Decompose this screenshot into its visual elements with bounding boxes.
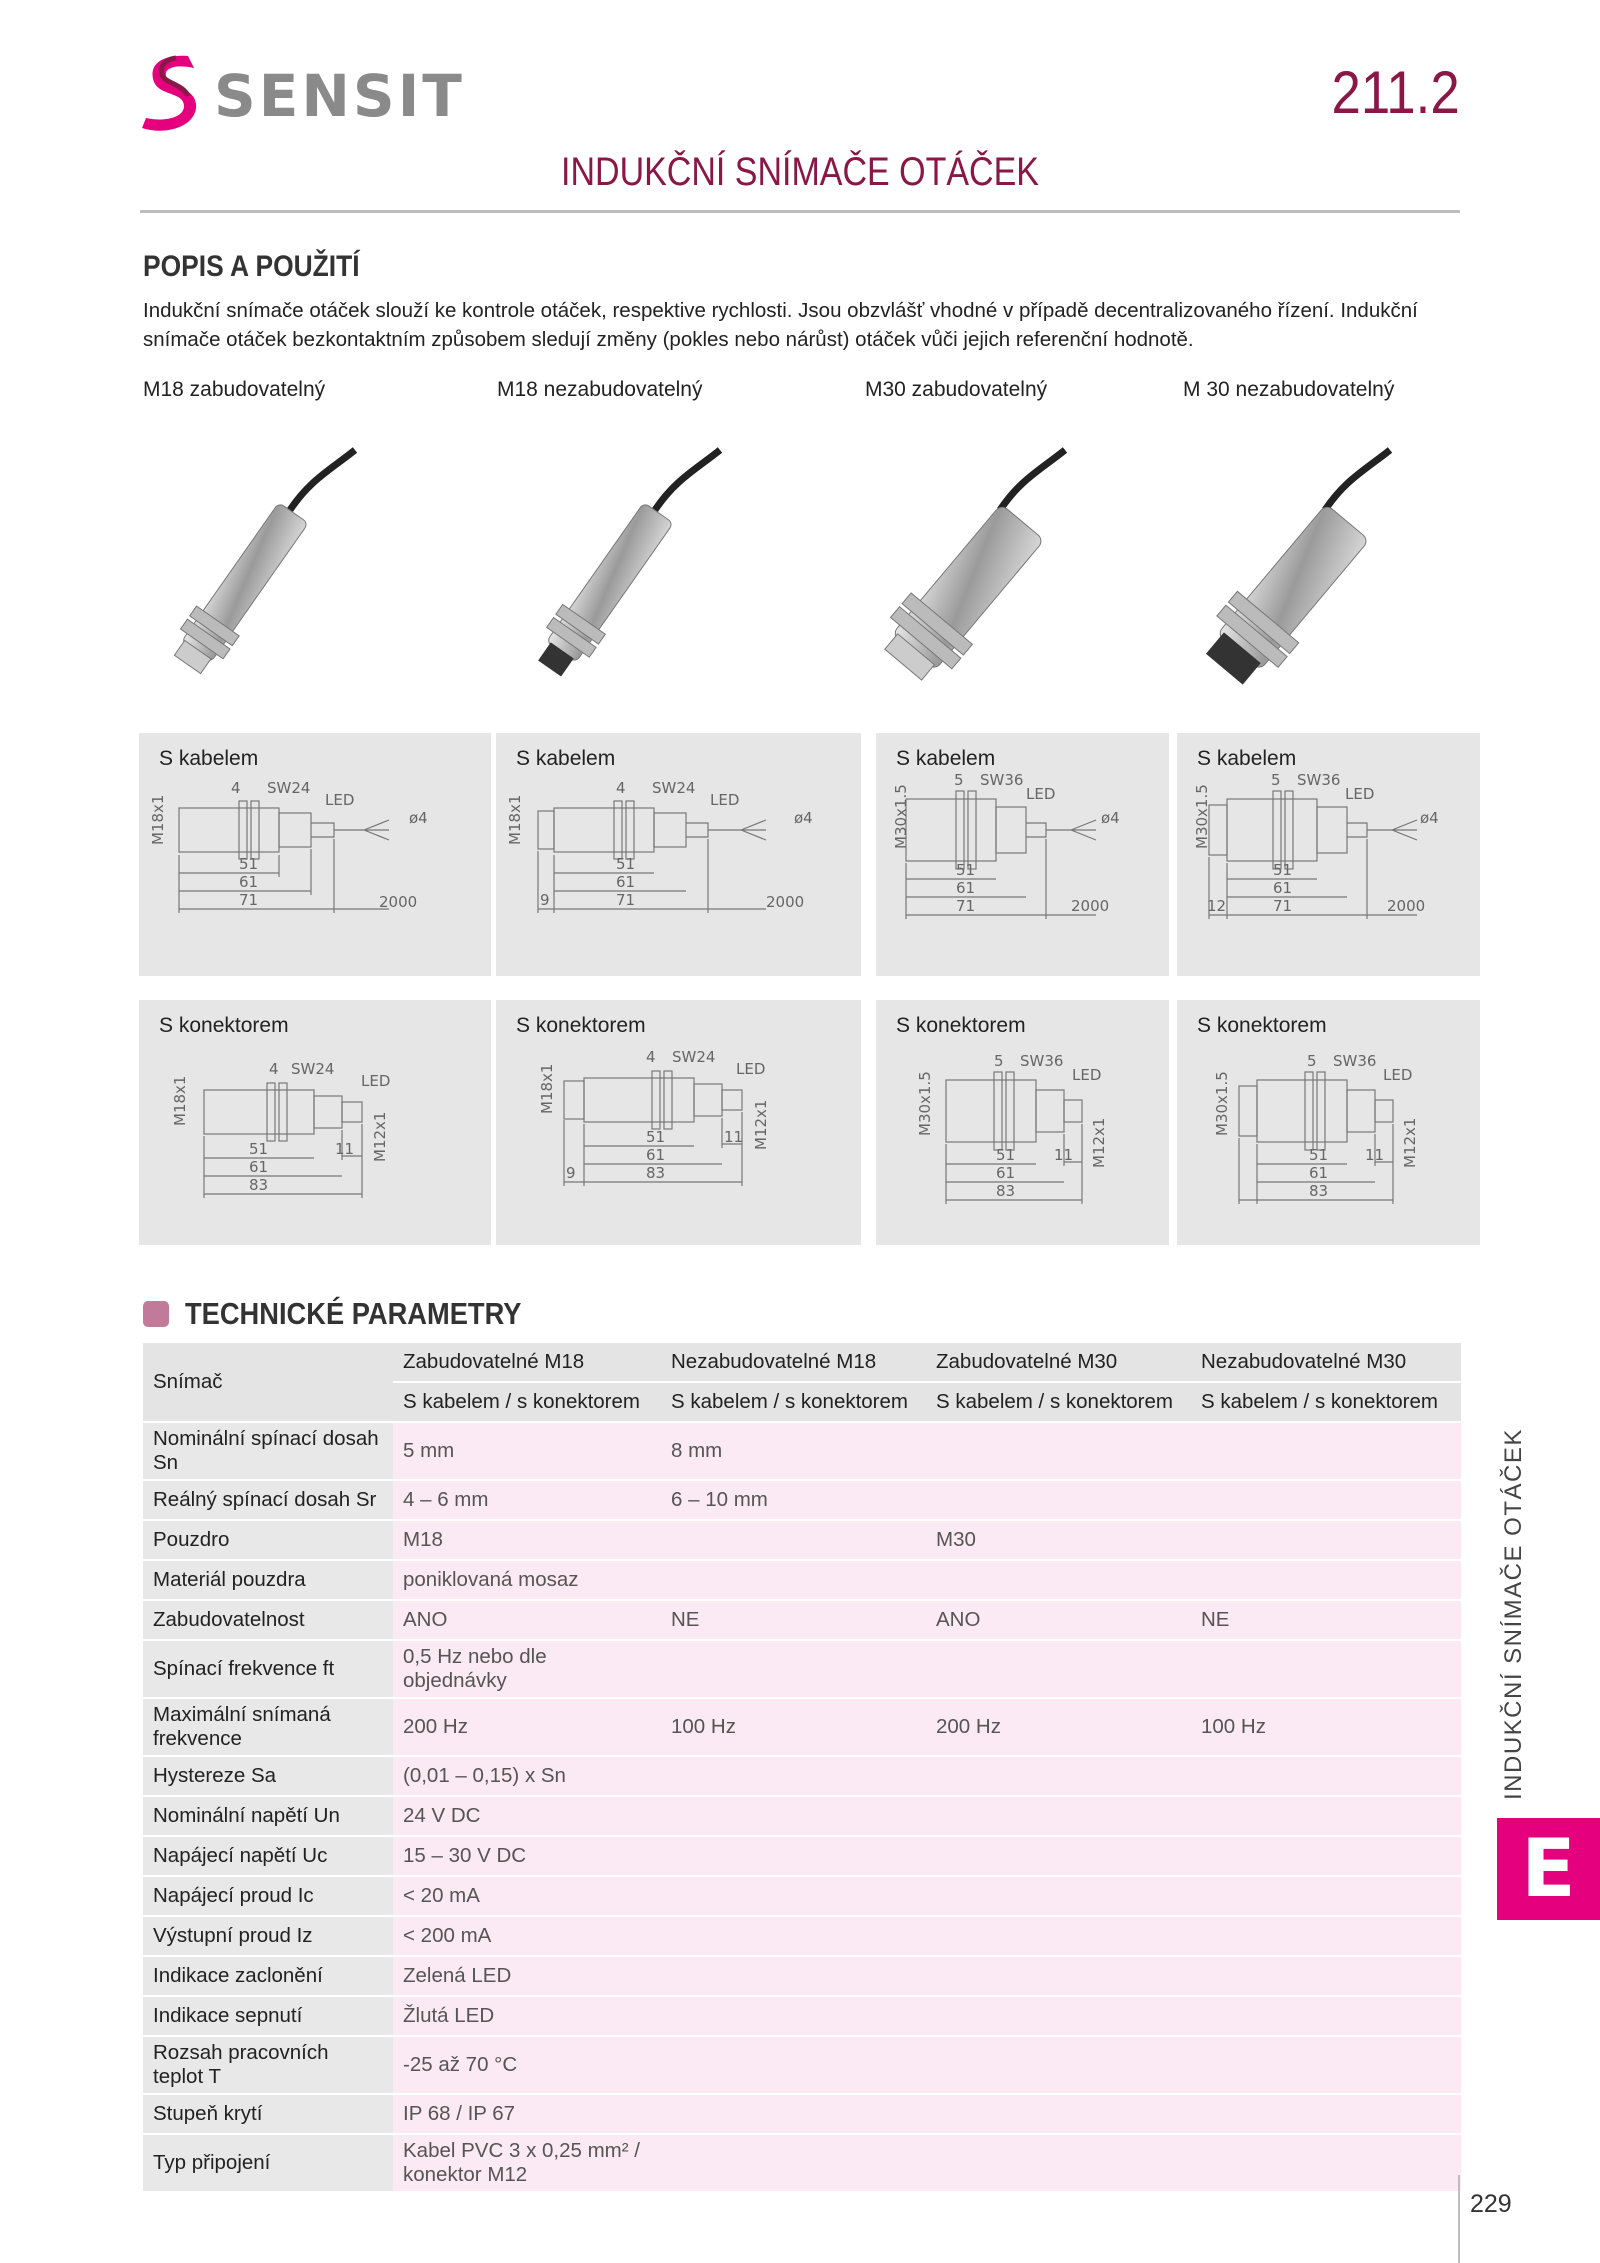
sensit-logo-icon bbox=[140, 52, 210, 132]
svg-text:71: 71 bbox=[1273, 897, 1293, 915]
svg-text:5: 5 bbox=[1307, 1052, 1317, 1070]
svg-text:51: 51 bbox=[956, 861, 976, 879]
param-value: ANO bbox=[393, 1600, 661, 1640]
svg-text:61: 61 bbox=[646, 1146, 666, 1164]
svg-text:4: 4 bbox=[616, 779, 626, 797]
svg-text:2000: 2000 bbox=[1071, 897, 1110, 915]
side-section-label: INDUKČNÍ SNÍMAČE OTÁČEK bbox=[1500, 1428, 1527, 1800]
param-label: Typ připojení bbox=[143, 2134, 393, 2192]
param-value: 15 – 30 V DC bbox=[393, 1836, 661, 1876]
subcolumn-header: S kabelem / s konektorem bbox=[926, 1382, 1191, 1422]
svg-text:SW24: SW24 bbox=[652, 779, 696, 797]
param-value bbox=[926, 1640, 1191, 1698]
param-value: M30 bbox=[926, 1520, 1191, 1560]
table-row bbox=[143, 1796, 1461, 1836]
param-value bbox=[1191, 1996, 1461, 2036]
svg-text:11: 11 bbox=[1365, 1146, 1385, 1164]
param-label: Materiál pouzdra bbox=[143, 1560, 393, 1600]
param-label: Spínací frekvence ft bbox=[143, 1640, 393, 1698]
param-value bbox=[926, 1836, 1191, 1876]
param-label: Pouzdro bbox=[143, 1520, 393, 1560]
param-value: 0,5 Hz nebo dle objednávky bbox=[393, 1640, 661, 1698]
svg-text:5: 5 bbox=[954, 773, 964, 789]
param-value: 6 – 10 mm bbox=[661, 1480, 926, 1520]
drawing-cable-m30-nonflush bbox=[1177, 733, 1480, 976]
table-row bbox=[143, 1698, 1461, 1756]
param-label: Nominální spínací dosah Sn bbox=[143, 1422, 393, 1480]
row-header: Snímač bbox=[143, 1343, 393, 1422]
param-value: 200 Hz bbox=[926, 1698, 1191, 1756]
param-value bbox=[661, 1836, 926, 1876]
svg-text:83: 83 bbox=[249, 1176, 269, 1194]
param-label: Indikace zaclonění bbox=[143, 1956, 393, 1996]
title-divider bbox=[140, 210, 1460, 213]
param-label: Napájecí napětí Uc bbox=[143, 1836, 393, 1876]
svg-text:LED: LED bbox=[361, 1072, 391, 1090]
drawing-title: S kabelem bbox=[1197, 747, 1297, 770]
param-value bbox=[661, 1916, 926, 1956]
param-value bbox=[661, 1876, 926, 1916]
param-value: ANO bbox=[926, 1600, 1191, 1640]
column-header: Zabudovatelné M18 bbox=[393, 1343, 661, 1382]
svg-text:M18x1: M18x1 bbox=[149, 794, 167, 845]
svg-text:M18x1: M18x1 bbox=[538, 1063, 556, 1114]
param-value bbox=[926, 1422, 1191, 1480]
param-label: Napájecí proud Ic bbox=[143, 1876, 393, 1916]
table-row bbox=[143, 1956, 1461, 1996]
dimension-drawing bbox=[1177, 773, 1480, 973]
param-value bbox=[661, 2134, 926, 2192]
drawing-title: S kabelem bbox=[896, 747, 996, 770]
svg-text:SW24: SW24 bbox=[267, 779, 311, 797]
table-row bbox=[143, 1560, 1461, 1600]
param-value bbox=[926, 1956, 1191, 1996]
svg-text:2000: 2000 bbox=[1387, 897, 1426, 915]
subcolumn-header: S kabelem / s konektorem bbox=[393, 1382, 661, 1422]
param-label: Nominální napětí Un bbox=[143, 1796, 393, 1836]
param-value bbox=[661, 2036, 926, 2094]
param-value bbox=[926, 2094, 1191, 2134]
intro-heading: POPIS A POUŽITÍ bbox=[143, 250, 360, 283]
dimension-drawing bbox=[876, 1040, 1169, 1240]
param-value: 100 Hz bbox=[1191, 1698, 1461, 1756]
param-value bbox=[926, 1996, 1191, 2036]
drawing-title: S konektorem bbox=[159, 1014, 289, 1037]
param-value: NE bbox=[1191, 1600, 1461, 1640]
table-row bbox=[143, 1640, 1461, 1698]
param-value bbox=[1191, 1796, 1461, 1836]
svg-text:LED: LED bbox=[1383, 1066, 1413, 1084]
param-value bbox=[661, 2094, 926, 2134]
svg-text:4: 4 bbox=[231, 779, 241, 797]
table-row bbox=[143, 2134, 1461, 2192]
dimension-drawing bbox=[496, 773, 861, 973]
sensor-photo-m18-flush bbox=[140, 430, 370, 710]
svg-text:51: 51 bbox=[1309, 1146, 1329, 1164]
table-row bbox=[143, 1422, 1461, 1480]
svg-text:4: 4 bbox=[646, 1048, 656, 1066]
params-table bbox=[143, 1343, 1461, 2193]
svg-text:M30x1.5: M30x1.5 bbox=[916, 1071, 934, 1136]
param-value: -25 až 70 °C bbox=[393, 2036, 661, 2094]
param-value bbox=[661, 1796, 926, 1836]
svg-text:M30x1.5: M30x1.5 bbox=[1213, 1071, 1231, 1136]
param-value bbox=[1191, 1520, 1461, 1560]
svg-text:M30x1.5: M30x1.5 bbox=[1193, 784, 1211, 849]
table-row bbox=[143, 1520, 1461, 1560]
drawing-title: S kabelem bbox=[516, 747, 616, 770]
param-value bbox=[1191, 1422, 1461, 1480]
param-value: 24 V DC bbox=[393, 1796, 661, 1836]
svg-text:4: 4 bbox=[269, 1060, 279, 1078]
sensor-photo-m18-nonflush bbox=[505, 430, 735, 710]
table-row bbox=[143, 1480, 1461, 1520]
param-value bbox=[1191, 1640, 1461, 1698]
page-number: 229 bbox=[1470, 2190, 1512, 2218]
param-value bbox=[661, 1956, 926, 1996]
param-value: 200 Hz bbox=[393, 1698, 661, 1756]
brand-name: SENSIT bbox=[214, 62, 465, 130]
subcolumn-header: S kabelem / s konektorem bbox=[1191, 1382, 1461, 1422]
param-value bbox=[1191, 1480, 1461, 1520]
svg-text:LED: LED bbox=[1345, 785, 1375, 803]
svg-text:9: 9 bbox=[540, 891, 550, 909]
param-value bbox=[1191, 1956, 1461, 1996]
param-label: Indikace sepnutí bbox=[143, 1996, 393, 2036]
param-value: poniklovaná mosaz bbox=[393, 1560, 661, 1600]
table-row bbox=[143, 2094, 1461, 2134]
param-value bbox=[926, 2036, 1191, 2094]
svg-text:SW36: SW36 bbox=[980, 773, 1024, 789]
param-value: 4 – 6 mm bbox=[393, 1480, 661, 1520]
drawing-cable-m18-flush bbox=[139, 733, 491, 976]
sensor-photo-m30-flush bbox=[860, 430, 1090, 710]
drawing-title: S konektorem bbox=[896, 1014, 1026, 1037]
param-value: Žlutá LED bbox=[393, 1996, 661, 2036]
svg-text:61: 61 bbox=[1309, 1164, 1329, 1182]
svg-text:ø4: ø4 bbox=[794, 809, 813, 827]
param-label: Výstupní proud Iz bbox=[143, 1916, 393, 1956]
param-value bbox=[1191, 2036, 1461, 2094]
param-value bbox=[926, 1876, 1191, 1916]
params-heading: TECHNICKÉ PARAMETRY bbox=[185, 1296, 522, 1331]
svg-text:ø4: ø4 bbox=[1101, 809, 1120, 827]
svg-text:M30x1.5: M30x1.5 bbox=[892, 784, 910, 849]
drawing-connector-m18-nonflush bbox=[496, 1000, 861, 1245]
svg-text:61: 61 bbox=[996, 1164, 1016, 1182]
svg-text:SW36: SW36 bbox=[1297, 773, 1341, 789]
param-label: Stupeň krytí bbox=[143, 2094, 393, 2134]
svg-text:12: 12 bbox=[1207, 897, 1227, 915]
variant-label-2: M18 nezabudovatelný bbox=[497, 378, 703, 401]
param-value bbox=[926, 2134, 1191, 2192]
column-header: Nezabudovatelné M30 bbox=[1191, 1343, 1461, 1382]
svg-text:5: 5 bbox=[994, 1052, 1004, 1070]
dimension-drawing bbox=[876, 773, 1169, 973]
drawing-title: S konektorem bbox=[1197, 1014, 1327, 1037]
svg-text:LED: LED bbox=[736, 1060, 766, 1078]
svg-text:M18x1: M18x1 bbox=[171, 1075, 189, 1126]
svg-text:SW24: SW24 bbox=[672, 1048, 716, 1066]
column-header: Zabudovatelné M30 bbox=[926, 1343, 1191, 1382]
param-value bbox=[926, 1796, 1191, 1836]
svg-text:M12x1: M12x1 bbox=[752, 1099, 770, 1150]
svg-text:51: 51 bbox=[1273, 861, 1293, 879]
drawing-connector-m18-flush bbox=[139, 1000, 491, 1245]
svg-text:2000: 2000 bbox=[379, 893, 418, 911]
dimension-drawing bbox=[1177, 1040, 1480, 1240]
param-value: M18 bbox=[393, 1520, 661, 1560]
drawing-cable-m30-flush bbox=[876, 733, 1169, 976]
svg-text:11: 11 bbox=[724, 1128, 744, 1146]
param-value bbox=[1191, 1836, 1461, 1876]
svg-text:SW24: SW24 bbox=[291, 1060, 335, 1078]
table-row bbox=[143, 1916, 1461, 1956]
param-value bbox=[1191, 1560, 1461, 1600]
param-value: 8 mm bbox=[661, 1422, 926, 1480]
dimension-drawing bbox=[139, 1040, 491, 1240]
table-row bbox=[143, 1756, 1461, 1796]
drawing-connector-m30-flush bbox=[876, 1000, 1169, 1245]
svg-text:51: 51 bbox=[239, 855, 259, 873]
svg-text:61: 61 bbox=[239, 873, 259, 891]
param-value bbox=[1191, 2134, 1461, 2192]
param-label: Reálný spínací dosah Sr bbox=[143, 1480, 393, 1520]
column-header: Nezabudovatelné M18 bbox=[661, 1343, 926, 1382]
subcolumn-header: S kabelem / s konektorem bbox=[661, 1382, 926, 1422]
svg-text:51: 51 bbox=[249, 1140, 269, 1158]
param-value bbox=[926, 1756, 1191, 1796]
table-row bbox=[143, 1876, 1461, 1916]
param-value: 5 mm bbox=[393, 1422, 661, 1480]
svg-text:M12x1: M12x1 bbox=[371, 1111, 389, 1162]
svg-text:LED: LED bbox=[1026, 785, 1056, 803]
svg-text:11: 11 bbox=[335, 1140, 355, 1158]
svg-text:61: 61 bbox=[1273, 879, 1293, 897]
dimension-drawing bbox=[139, 773, 491, 973]
param-value bbox=[1191, 2094, 1461, 2134]
sensor-photo-m30-nonflush bbox=[1185, 430, 1415, 710]
svg-text:SW36: SW36 bbox=[1333, 1052, 1377, 1070]
svg-text:M18x1: M18x1 bbox=[506, 794, 524, 845]
svg-text:51: 51 bbox=[996, 1146, 1016, 1164]
svg-text:51: 51 bbox=[646, 1128, 666, 1146]
svg-text:83: 83 bbox=[646, 1164, 666, 1182]
page-code: 211.2 bbox=[1331, 59, 1460, 126]
param-value: (0,01 – 0,15) x Sn bbox=[393, 1756, 661, 1796]
section-bullet-icon bbox=[143, 1301, 169, 1327]
param-value bbox=[661, 1996, 926, 2036]
svg-text:M12x1: M12x1 bbox=[1401, 1117, 1419, 1168]
footer-divider bbox=[1458, 2175, 1460, 2263]
svg-text:ø4: ø4 bbox=[409, 809, 428, 827]
svg-text:11: 11 bbox=[1054, 1146, 1074, 1164]
param-value: NE bbox=[661, 1600, 926, 1640]
svg-text:71: 71 bbox=[239, 891, 259, 909]
param-label: Maximální snímaná frekvence bbox=[143, 1698, 393, 1756]
param-value bbox=[661, 1756, 926, 1796]
variant-label-4: M 30 nezabudovatelný bbox=[1183, 378, 1395, 401]
param-value bbox=[661, 1560, 926, 1600]
svg-text:71: 71 bbox=[616, 891, 636, 909]
svg-text:LED: LED bbox=[1072, 1066, 1102, 1084]
drawing-connector-m30-nonflush bbox=[1177, 1000, 1480, 1245]
svg-text:51: 51 bbox=[616, 855, 636, 873]
section-tab-letter: E bbox=[1521, 1822, 1576, 1915]
table-row bbox=[143, 1996, 1461, 2036]
dimension-drawing bbox=[496, 1040, 861, 1240]
drawing-title: S kabelem bbox=[159, 747, 259, 770]
svg-text:61: 61 bbox=[249, 1158, 269, 1176]
param-value bbox=[661, 1520, 926, 1560]
param-value: IP 68 / IP 67 bbox=[393, 2094, 661, 2134]
svg-text:LED: LED bbox=[325, 791, 355, 809]
table-row bbox=[143, 1836, 1461, 1876]
svg-text:83: 83 bbox=[996, 1182, 1016, 1200]
svg-text:SW36: SW36 bbox=[1020, 1052, 1064, 1070]
svg-text:LED: LED bbox=[710, 791, 740, 809]
param-value bbox=[1191, 1756, 1461, 1796]
drawing-cable-m18-nonflush bbox=[496, 733, 861, 976]
param-value bbox=[1191, 1876, 1461, 1916]
svg-text:ø4: ø4 bbox=[1420, 809, 1439, 827]
param-value bbox=[1191, 1916, 1461, 1956]
param-value bbox=[926, 1480, 1191, 1520]
page-title: INDUKČNÍ SNÍMAČE OTÁČEK bbox=[561, 150, 1039, 194]
param-value bbox=[661, 1640, 926, 1698]
param-value: < 20 mA bbox=[393, 1876, 661, 1916]
svg-text:M12x1: M12x1 bbox=[1090, 1117, 1108, 1168]
param-value: Kabel PVC 3 x 0,25 mm² / konektor M12 bbox=[393, 2134, 661, 2192]
param-value bbox=[926, 1916, 1191, 1956]
table-row bbox=[143, 2036, 1461, 2094]
variant-label-3: M30 zabudovatelný bbox=[865, 378, 1048, 401]
table-row bbox=[143, 1600, 1461, 1640]
param-label: Rozsah pracovních teplot T bbox=[143, 2036, 393, 2094]
svg-text:2000: 2000 bbox=[766, 893, 805, 911]
param-label: Zabudovatelnost bbox=[143, 1600, 393, 1640]
svg-text:61: 61 bbox=[956, 879, 976, 897]
param-value: < 200 mA bbox=[393, 1916, 661, 1956]
param-label: Hystereze Sa bbox=[143, 1756, 393, 1796]
svg-text:5: 5 bbox=[1271, 773, 1281, 789]
param-value: Zelená LED bbox=[393, 1956, 661, 1996]
svg-text:9: 9 bbox=[566, 1164, 576, 1182]
drawing-title: S konektorem bbox=[516, 1014, 646, 1037]
svg-text:71: 71 bbox=[956, 897, 976, 915]
variant-label-1: M18 zabudovatelný bbox=[143, 378, 326, 401]
param-value: 100 Hz bbox=[661, 1698, 926, 1756]
intro-text: Indukční snímače otáček slouží ke kontrole otáček, respektive rychlosti. Jsou obzvlášť vhodné v případě decentralizovaného řízení. Indukční snímače otáček bezkontaktním způsobem sledují změny (pokles nebo nárůst) otáček vůči jejich referenční hodnotě. bbox=[143, 299, 1418, 351]
param-value bbox=[926, 1560, 1191, 1600]
svg-text:61: 61 bbox=[616, 873, 636, 891]
svg-text:83: 83 bbox=[1309, 1182, 1329, 1200]
